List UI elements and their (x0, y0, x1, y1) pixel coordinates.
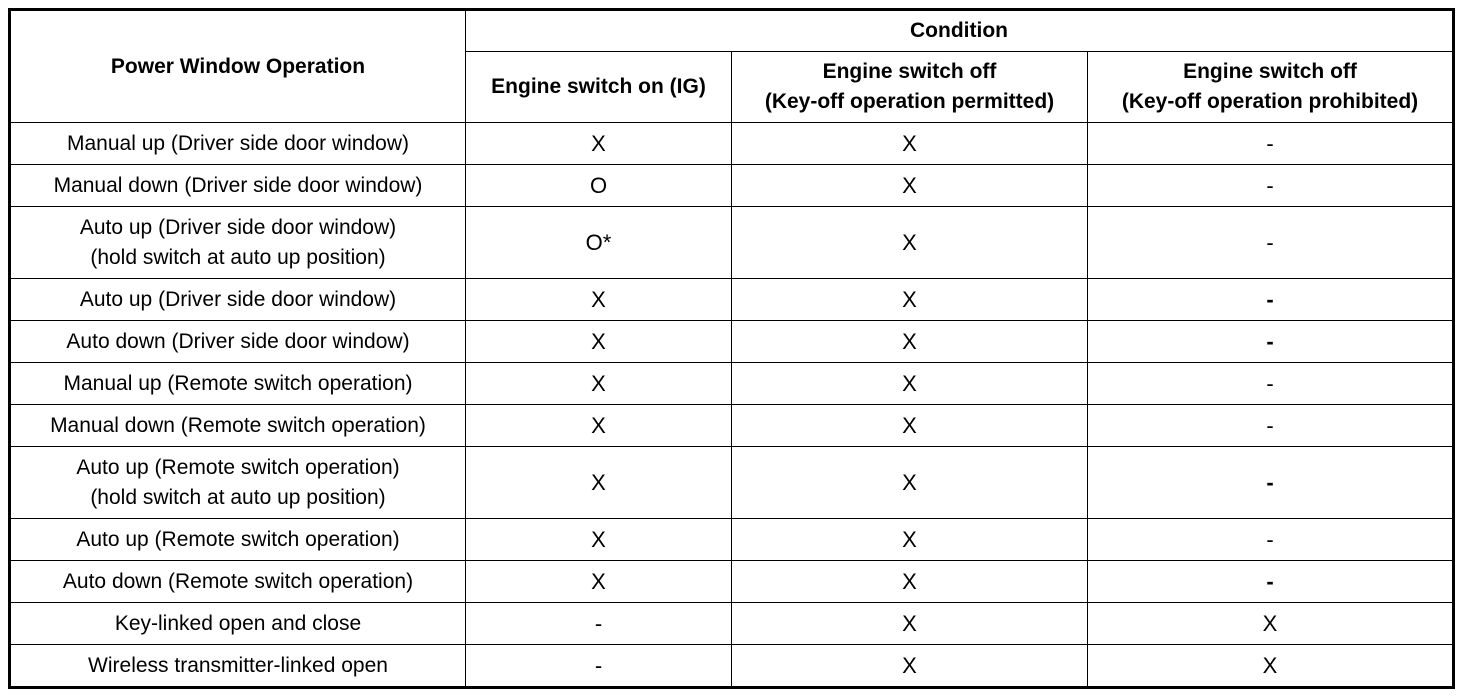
header-power-window-operation: Power Window Operation (10, 10, 466, 123)
header-col1-line1: Engine switch on (IG) (491, 75, 706, 98)
ig-on-cell: - (466, 603, 732, 645)
operation-cell (10, 207, 466, 279)
power-window-table-container (8, 8, 1452, 689)
operation-cell (10, 447, 466, 519)
ig-on-cell: X (466, 447, 732, 519)
off-prohibited-cell: - (1088, 165, 1454, 207)
ig-on-cell: X (466, 279, 732, 321)
header-engine-switch-on (466, 52, 732, 123)
power-window-condition-table (8, 8, 1455, 689)
off-permitted-cell: X (732, 645, 1088, 688)
operation-line1: Auto up (Remote switch operation) (76, 455, 400, 479)
table-row (10, 561, 1454, 603)
operation-cell: Manual up (Driver side door window) (10, 123, 466, 165)
ig-on-cell: O* (466, 207, 732, 279)
off-prohibited-cell: - (1088, 561, 1454, 603)
ig-on-cell: O (466, 165, 732, 207)
off-prohibited-cell: - (1088, 279, 1454, 321)
table-row (10, 405, 1454, 447)
off-prohibited-cell: X (1088, 603, 1454, 645)
off-prohibited-cell: - (1088, 363, 1454, 405)
table-row (10, 279, 1454, 321)
header-col2-line1: Engine switch off (822, 60, 997, 83)
operation-cell: Auto up (Remote switch operation) (10, 519, 466, 561)
operation-line2: (hold switch at auto up position) (90, 245, 386, 269)
ig-on-cell: X (466, 363, 732, 405)
off-permitted-cell: X (732, 123, 1088, 165)
table-row (10, 165, 1454, 207)
off-prohibited-cell: - (1088, 405, 1454, 447)
table-row (10, 603, 1454, 645)
off-prohibited-cell: - (1088, 123, 1454, 165)
header-col2-line2: (Key-off operation permitted) (764, 90, 1055, 113)
operation-cell: Manual up (Remote switch operation) (10, 363, 466, 405)
ig-on-cell: X (466, 561, 732, 603)
table-row (10, 321, 1454, 363)
header-engine-switch-off-prohibited (1088, 52, 1454, 123)
off-permitted-cell: X (732, 165, 1088, 207)
header-col3-line1: Engine switch off (1183, 60, 1357, 83)
off-permitted-cell: X (732, 363, 1088, 405)
header-condition: Condition (466, 10, 1454, 52)
operation-cell: Auto down (Driver side door window) (10, 321, 466, 363)
off-permitted-cell: X (732, 207, 1088, 279)
off-permitted-cell: X (732, 447, 1088, 519)
table-row (10, 447, 1454, 519)
table-row (10, 645, 1454, 688)
header-engine-switch-off-permitted (732, 52, 1088, 123)
off-prohibited-cell: X (1088, 645, 1454, 688)
operation-cell: Wireless transmitter-linked open (10, 645, 466, 688)
ig-on-cell: X (466, 405, 732, 447)
table-row (10, 519, 1454, 561)
operation-cell: Auto down (Remote switch operation) (10, 561, 466, 603)
off-prohibited-cell: - (1088, 321, 1454, 363)
operation-cell: Key-linked open and close (10, 603, 466, 645)
operation-cell: Auto up (Driver side door window) (10, 279, 466, 321)
off-permitted-cell: X (732, 561, 1088, 603)
table-row (10, 363, 1454, 405)
operation-line2: (hold switch at auto up position) (90, 485, 386, 509)
operation-cell: Manual down (Remote switch operation) (10, 405, 466, 447)
ig-on-cell: X (466, 123, 732, 165)
table-row (10, 123, 1454, 165)
table-row (10, 207, 1454, 279)
off-prohibited-cell: - (1088, 519, 1454, 561)
off-permitted-cell: X (732, 603, 1088, 645)
off-permitted-cell: X (732, 279, 1088, 321)
off-permitted-cell: X (732, 405, 1088, 447)
off-prohibited-cell: - (1088, 207, 1454, 279)
ig-on-cell: X (466, 519, 732, 561)
operation-cell: Manual down (Driver side door window) (10, 165, 466, 207)
ig-on-cell: X (466, 321, 732, 363)
off-prohibited-cell: - (1088, 447, 1454, 519)
ig-on-cell: - (466, 645, 732, 688)
off-permitted-cell: X (732, 519, 1088, 561)
operation-line1: Auto up (Driver side door window) (79, 215, 397, 239)
off-permitted-cell: X (732, 321, 1088, 363)
header-col3-line2: (Key-off operation prohibited) (1121, 90, 1419, 113)
